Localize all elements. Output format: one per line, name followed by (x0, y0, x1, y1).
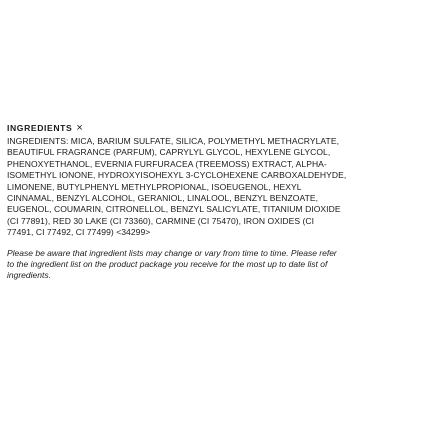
ingredients-title: INGREDIENTS (7, 123, 73, 133)
ingredients-panel (7, 123, 425, 282)
ingredients-header[interactable] (7, 123, 425, 134)
close-icon[interactable]: × (76, 122, 84, 134)
ingredients-list: INGREDIENTS: MICA, BARIUM SULFATE, SILICA, POLYMETHYL METHACRYLATE, BEAUTIFUL FRAGRANCE (PARFUM), CAPRYLYL GLYCOL, HEXYLENE GLYCOL, PHENOXYETHANOL, EVERNIA FURFURACEA (TREEMOSS) EXTRACT, ALPHA- ISOMETHYL IONONE, HYDROXYISOHEXYL 3-CYCLOHEXENE CARBOXALDEHYDE, LIMONENE, BUTYLPHENYL METHYLPROPIONAL, ISOEUGENOL, HEXYL CINNAMAL, BENZYL ALCOHOL, GERANIOL, LINALOOL, BENZYL BENZOATE, EUGENOL, COUMARIN, CITRONELLOL, BENZYL SALICYLATE, TITANIUM DIOXIDE (CI 77891), RED 30 LAKE (CI 73360), CARMINE (CI 75470), IRON OXIDES (CI 77491, CI 77492, CI 77499) <34299> (7, 136, 347, 238)
ingredients-disclaimer: Please be aware that ingredient lists may change or vary from time to time. Please refer to the ingredient list on the product package you receive for the most up to date list of ingredients. (7, 247, 337, 281)
